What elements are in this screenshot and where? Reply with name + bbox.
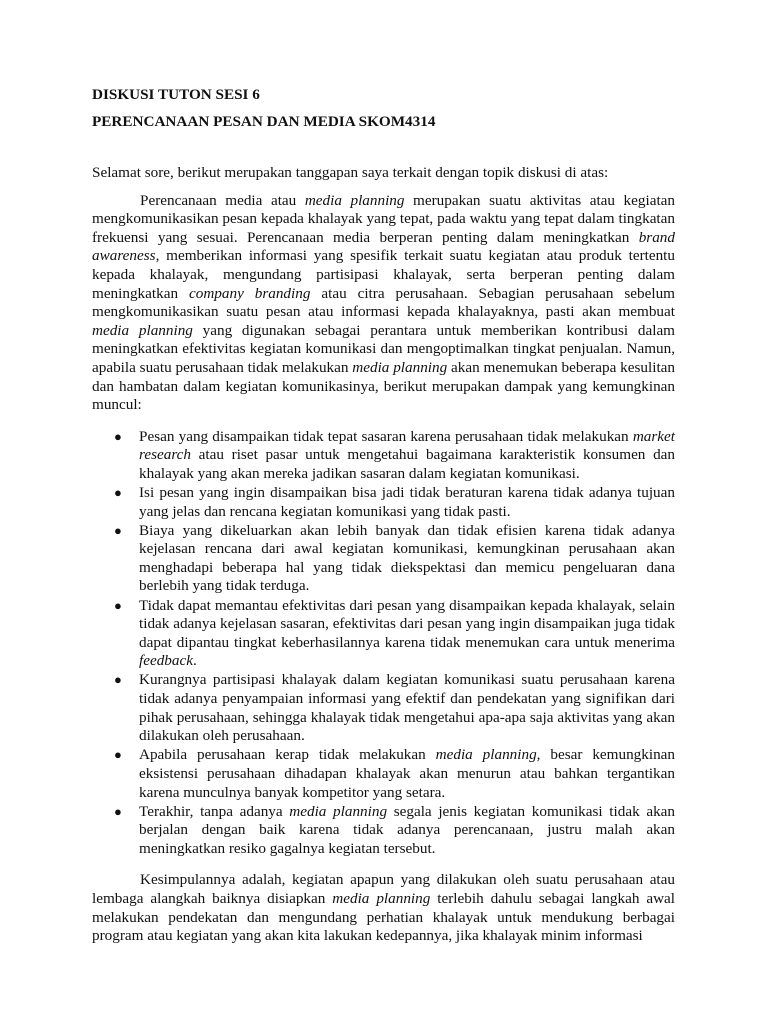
greeting-line: Selamat sore, berikut merupakan tanggapan saya terkait dengan topik diskusi di atas: bbox=[92, 164, 609, 181]
document-page bbox=[92, 86, 675, 946]
list-item: ● Tidak dapat memantau efektivitas dari pesan yang disampaikan kepada khalayak, selain tidak adanya kejelasan sasaran, efektivitas dari pesan yang ingin disampaikan juga tidak dapat dipantau tingkat keberhasilannya karena tidak menemukan cara untuk menerima feedback. bbox=[114, 596, 675, 670]
bullet-icon: ● bbox=[114, 428, 122, 444]
list-item: ● Pesan yang disampaikan tidak tepat sasaran karena perusahaan tidak melakukan market research atau riset pasar untuk mengetahui bagaimana karakteristik konsumen dan khalayak yang akan mereka jadikan sasaran dalam kegiatan komunikasi. bbox=[114, 427, 675, 482]
bullet-icon: ● bbox=[114, 522, 122, 538]
bullet-icon: ● bbox=[114, 597, 122, 613]
bullet-icon: ● bbox=[114, 485, 122, 500]
bullet-icon: ● bbox=[114, 672, 122, 688]
bullet-icon: ● bbox=[114, 747, 122, 763]
list-item: ● Isi pesan yang ingin disampaikan bisa jadi tidak beraturan karena tidak adanya tujuan yang jelas dan rencana kegiatan komunikasi yang tidak pasti. bbox=[114, 484, 675, 520]
document-title: DISKUSI TUTON SESI 6 bbox=[92, 86, 260, 103]
paragraph-intro: Perencanaan media atau media planning merupakan suatu aktivitas atau kegiatan mengkomunikasikan pesan kepada khalayak yang tepat, pada waktu yang tepat dalam tingkatan frekuensi yang sesuai. Perencanaan media berperan penting dalam meningkatkan brand awareness, memberikan informasi yang spesifik terkait suatu kegiatan atau produk tertentu kepada khalayak, mengundang partisipasi khalayak, serta berperan penting dalam meningkatkan company branding atau citra perusahaan. Sebagian perusahaan sebelum mengkomunikasikan suatu pesan atau informasi kepada khalayaknya, pasti akan membuat media planning yang digunakan sebagai perantara untuk memberikan kontribusi dalam meningkatkan efektivitas kegiatan komunikasi dan mengoptimalkan tingkat penjualan. Namun, apabila suatu perusahaan tidak melakukan media planning akan menemukan beberapa kesulitan dan hambatan dalam kegiatan komunikasinya, berikut merupakan dampak yang kemungkinan muncul: bbox=[92, 191, 676, 414]
bullet-icon: ● bbox=[114, 803, 122, 819]
paragraph-conclusion: Kesimpulannya adalah, kegiatan apapun yang dilakukan oleh suatu perusahaan atau lembaga alangkah baiknya disiapkan media planning terlebih dahulu sebagai langkah awal melakukan pendekatan dan mengundang perhatian khalayak untuk mendukung berbagai program atau kegiatan yang akan kita lakukan kedepannya, jika khalayak minim informasi bbox=[92, 871, 676, 945]
document-subtitle: PERENCANAAN PESAN DAN MEDIA SKOM4314 bbox=[92, 113, 436, 130]
list-item: ● Kurangnya partisipasi khalayak dalam kegiatan komunikasi suatu perusahaan karena tidak adanya penyampaian informasi yang efektif dan pendekatan yang signifikan dari pihak perusahaan, sehingga khalayak tidak mengetahui apa-apa saja aktivitas yang akan dilakukan oleh perusahaan. bbox=[114, 671, 675, 745]
list-item: ● Terakhir, tanpa adanya media planning segala jenis kegiatan komunikasi tidak akan berjalan dengan baik karena tidak adanya perencanaan, justru malah akan meningkatkan resiko gagalnya kegiatan tersebut. bbox=[114, 802, 675, 857]
list-item: ● Biaya yang dikeluarkan akan lebih banyak dan tidak efisien karena tidak adanya kejelasan rencana dari awal kegiatan komunikasi, kemungkinan perusahaan akan menghadapi beberapa hal yang tidak diekspektasi dan memicu pengeluaran dana berlebih yang tidak terduga. bbox=[114, 521, 675, 595]
impact-bullet-list bbox=[92, 428, 675, 859]
list-item: ● Apabila perusahaan kerap tidak melakukan media planning, besar kemungkinan eksistensi perusahaan dihadapan khalayak akan menurun atau bahkan tergantikan karena munculnya banyak kompetitor yang setara. bbox=[114, 746, 675, 801]
